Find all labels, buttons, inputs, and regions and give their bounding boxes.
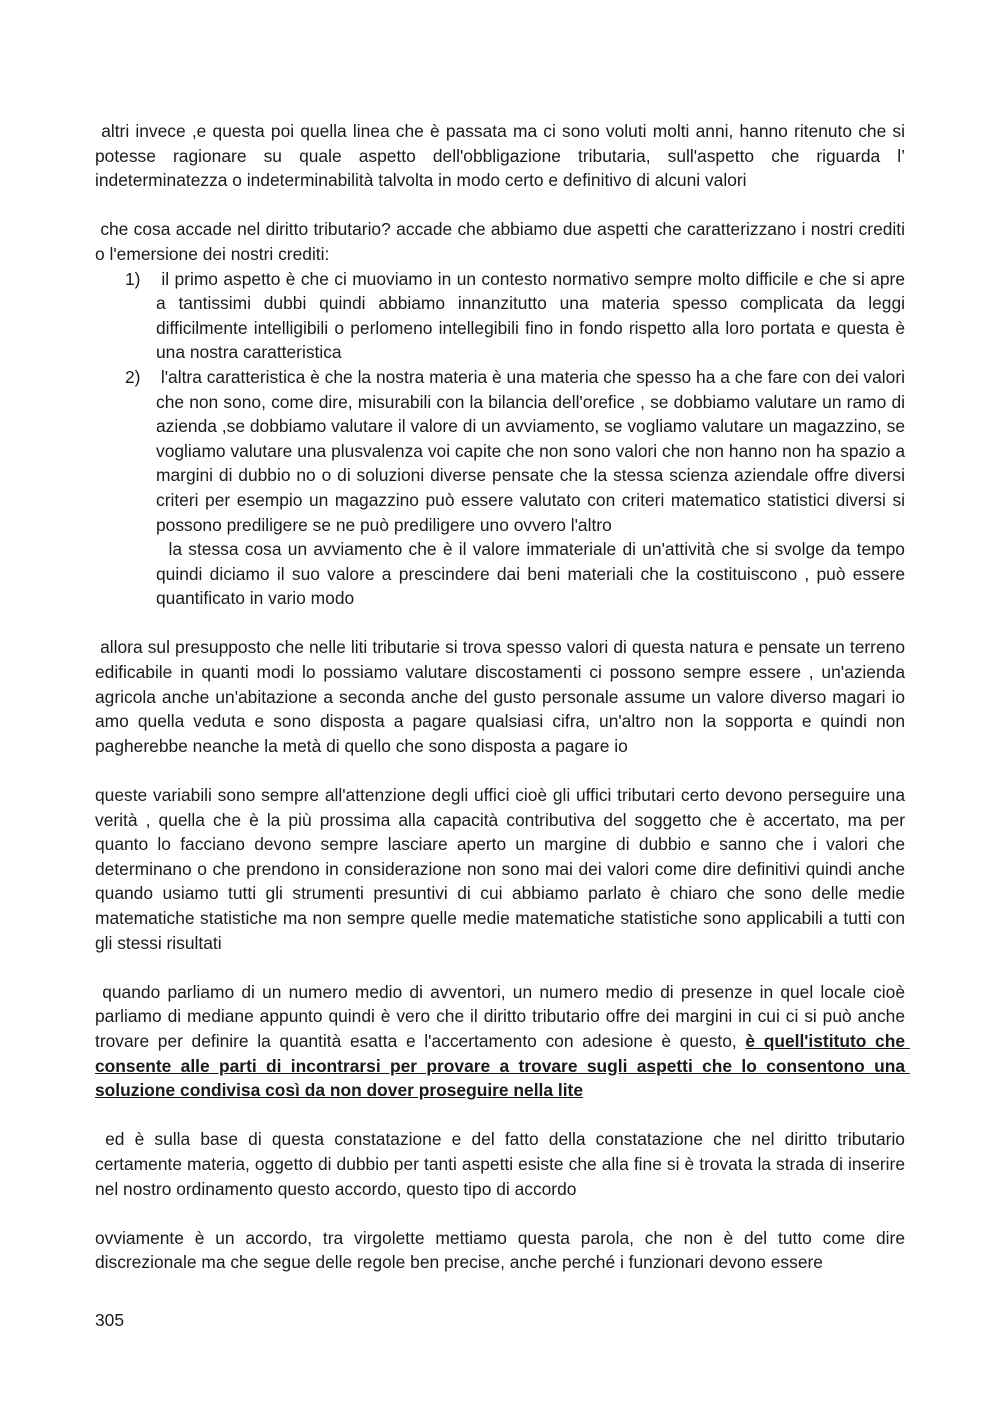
document-page [95, 119, 910, 1275]
numbered-list [95, 267, 910, 611]
list-item-number: 2) [125, 366, 141, 387]
paragraph: che cosa accade nel diritto tributario? accade che abbiamo due aspetti che caratterizzano i nostri crediti o l'emersione dei nostri crediti: [95, 219, 910, 264]
paragraph: altri invece ,e questa poi quella linea che è passata ma ci sono voluti molti anni, hanno ritenuto che si potesse ragionare su quale aspetto dell'obbligazione tributaria, sull'aspetto che riguarda l’ indeterminatezza o indeterminabilità talvolta in modo certo e definitivo di alcuni valori [95, 121, 910, 191]
list-item-text: il primo aspetto è che ci muoviamo in un contesto normativo sempre molto difficile e che si apre a tantissimi dubbi quindi abbiamo innanzitutto una materia spesso complicata da leggi difficilmente intelligibili o perlomeno intellegibili fino in fondo rispetto alla loro portata e questa è una nostra caratteristica [156, 268, 910, 363]
paragraph: ovviamente è un accordo, tra virgolette mettiamo questa parola, che non è del tutto come dire discrezionale ma che segue delle regole ben precise, anche perché i funzionari devono essere [95, 1227, 910, 1273]
paragraph [95, 980, 910, 1103]
page-number: 305 [95, 1310, 125, 1330]
list-item-text: l'altra caratteristica è che la nostra materia è una materia che spesso ha a che fare con dei valori che non sono, come dire, misurabili con la bilancia dell'orefice , se dobbiamo valutare un ramo di azienda ,se dobbiamo valutare il valore di un avviamento, se vogliamo valutare un magazzino, se vogliamo valutare una plusvalenza voi capite che non sono valori che non hanno non ha spazio a margini di dubbio no o di soluzioni diverse pensate che la stessa scienza aziendale offre diversi criteri per esempio un magazzino può essere valutato con criteri matematico statistici diversi si possono prediligere se ne può prediligere uno ovvero l'altro [156, 366, 910, 535]
list-item-number: 1) [125, 268, 141, 289]
list-item-continuation: la stessa cosa un avviamento che è il valore immateriale di un'attività che si svolge da tempo quindi diciamo il suo valore a prescindere dai beni materiali che la costituiscono , può essere quantificato in vario modo [156, 539, 910, 609]
emphasized-definition: è quell'istituto che consente alle parti di incontrarsi per provare a trovare sugli aspetti che lo consentono una soluzione condivisa così da non dover proseguire nella lite [95, 1030, 910, 1101]
list-item [95, 365, 910, 537]
paragraph: queste variabili sono sempre all'attenzione degli uffici cioè gli uffici tributari certo devono perseguire una verità , quella che è la più prossima alla capacità contributiva del soggetto che è accertato, ma per quanto lo facciano devono sempre lasciare aperto un margine di dubbio e sanno che i valori che determinano o che prendono in considerazione non sono mai dei valori come dire definitivi quindi anche quando usiamo tutti gli strumenti presuntivi di cui abbiamo parlato è chiaro che sono delle medie matematiche statistiche ma non sempre quelle medie matematiche statistiche sono applicabili a tutti con gli stessi risultati [95, 785, 910, 953]
list-item [95, 267, 910, 365]
paragraph: ed è sulla base di questa constatazione e del fatto della constatazione che nel diritto tributario certamente materia, oggetto di dubbio per tanti aspetti esiste che alla fine si è trovata la strada di inserire nel nostro ordinamento questo accordo, questo tipo di accordo [95, 1129, 910, 1199]
paragraph-text: quando parliamo di un numero medio di avventori, un numero medio di presenze in quel locale cioè parliamo di mediane appunto quindi è vero che il diritto tributario offre dei margini in cui ci si può anche trovare per definire la quantità esatta e l'accertamento con adesione è questo, [95, 981, 910, 1051]
paragraph: allora sul presupposto che nelle liti tributarie si trova spesso valori di questa natura e pensate un terreno edificabile in quanti modi lo possiamo valutare discostamenti ci possono sempre essere , un'azienda agricola anche un'abitazione a seconda anche del gusto personale assume un valore diverso magari io amo quella veduta e sono disposta a pagare qualsiasi cifra, un'altro non la sopporta e quindi non pagherebbe neanche la metà di quello che sono disposta a pagare io [95, 637, 910, 756]
